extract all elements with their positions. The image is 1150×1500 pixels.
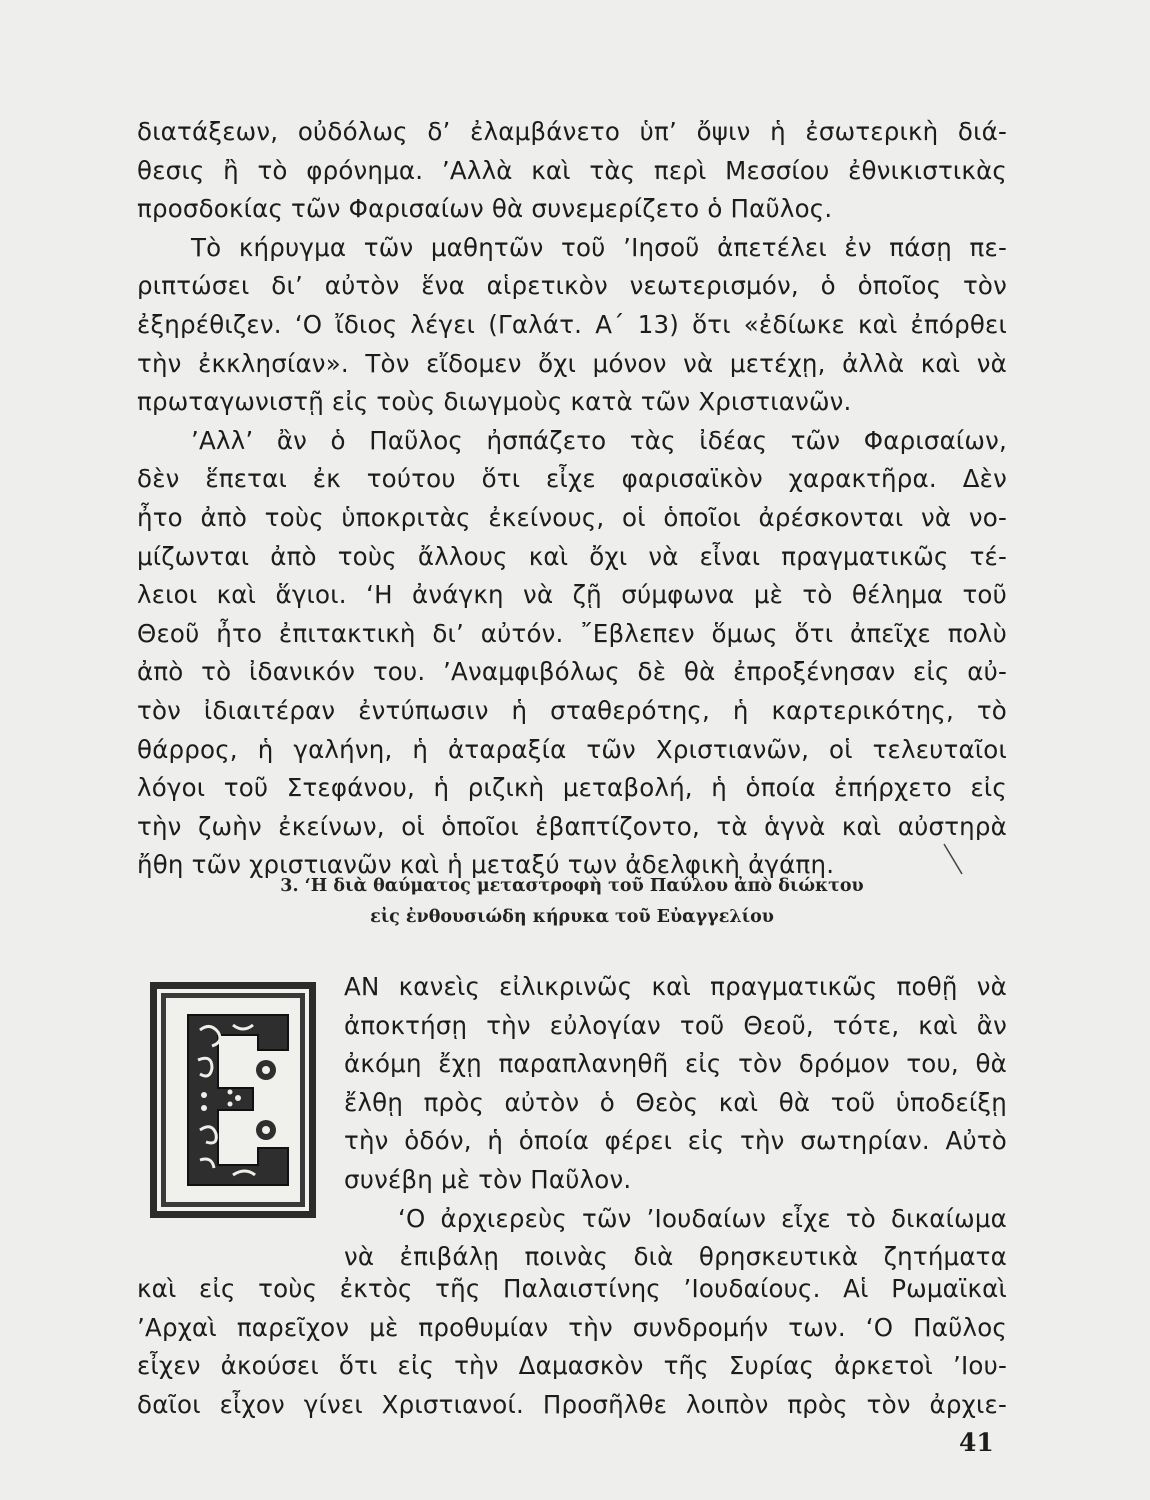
text-line: τὴν ἐκκλησίαν». Τὸν εἴδομεν ὄχι μόνον νὰ μετέχῃ, ἀλλὰ καὶ νὰ xyxy=(137,348,1007,378)
text-line: δαῖοι εἶχον γίνει Χριστιανοί. Προσῆλθε λοιπὸν πρὸς τὸν ἀρχιε- xyxy=(137,1389,1007,1419)
text-line: ’Αρχαὶ παρεῖχον μὲ προθυμίαν τὴν συνδρομήν των. ‘Ο Παῦλος xyxy=(137,1312,1007,1342)
text-line: προσδοκίας τῶν Φαρισαίων θὰ συνεμερίζετο ὁ Παῦλος. xyxy=(137,194,833,224)
page-number: 41 xyxy=(959,1428,994,1457)
text-line: θεσις ἢ τὸ φρόνημα. ’Αλλὰ καὶ τὰς περὶ Μεσσίου ἐθνικιστικὰς xyxy=(137,155,1007,185)
section-heading-line-2: εἰς ἐνθουσιώδη κήρυκα τοῦ Εὐαγγελίου xyxy=(370,907,774,927)
text-line: ἤθη τῶν χριστιανῶν καὶ ἡ μεταξύ των ἀδελφικὴ ἀγάπη. xyxy=(137,850,835,880)
text-line: ἀποκτήσῃ τὴν εὐλογίαν τοῦ Θεοῦ, τότε, καὶ ἂν xyxy=(344,1010,1007,1040)
text-line: λειοι καὶ ἅγιοι. ‘Η ἀνάγκη νὰ ζῇ σύμφωνα μὲ τὸ θέλημα τοῦ xyxy=(137,580,1007,610)
text-line: πρωταγωνιστῇ εἰς τοὺς διωγμοὺς κατὰ τῶν Χριστιανῶν. xyxy=(137,387,852,417)
text-line: ΑΝ κανεὶς εἰλικρινῶς καὶ πραγματικῶς ποθῇ νὰ xyxy=(344,972,1007,1001)
scan-mark xyxy=(940,840,970,880)
text-block-with-initial xyxy=(344,968,1007,1277)
text-line: ριπτώσει δι’ αὐτὸν ἕνα αἱρετικὸν νεωτερισμόν, ὁ ὁποῖος τὸν xyxy=(137,271,1007,301)
text-line: ἐξηρέθιζεν. ‘Ο ἴδιος λέγει (Γαλάτ. Α΄ 13) ὅτι «ἐδίωκε καὶ ἐπόρθει xyxy=(137,309,1007,339)
text-block-bottom xyxy=(137,1270,1007,1424)
text-line: δὲν ἕπεται ἐκ τούτου ὅτι εἶχε φαρισαϊκὸν χαρακτῆρα. Δὲν xyxy=(137,464,1007,494)
text-line: εἶχεν ἀκούσει ὅτι εἰς τὴν Δαμασκὸν τῆς Συρίας ἀρκετοὶ ’Ιου- xyxy=(137,1351,1007,1381)
text-line: συνέβη μὲ τὸν Παῦλον. xyxy=(344,1164,632,1194)
text-line: θάρρος, ἡ γαλήνη, ἡ ἀταραξία τῶν Χριστιανῶν, οἱ τελευταῖοι xyxy=(137,734,1007,764)
text-line: ἔλθῃ πρὸς αὐτὸν ὁ Θεὸς καὶ θὰ τοῦ ὑποδείξῃ xyxy=(344,1087,1007,1117)
text-line: ἦτο ἀπὸ τοὺς ὑποκριτὰς ἐκείνους, οἱ ὁποῖοι ἀρέσκονται νὰ νο- xyxy=(137,502,1007,532)
text-line: μίζωνται ἀπὸ τοὺς ἄλλους καὶ ὄχι νὰ εἶναι πραγματικῶς τέ- xyxy=(137,541,1007,571)
text-line: νὰ ἐπιβάλῃ ποινὰς διὰ θρησκευτικὰ ζητήματα xyxy=(344,1242,1007,1272)
text-line: λόγοι τοῦ Στεφάνου, ἡ ριζικὴ μεταβολή, ἡ ὁποία ἐπήρχετο εἰς xyxy=(137,773,1007,803)
text-line: ἀπὸ τὸ ἰδανικόν του. ’Αναμφιβόλως δὲ θὰ ἐπροξένησαν εἰς αὐ- xyxy=(137,657,1007,687)
text-line: διατάξεων, οὐδόλως δ’ ἐλαμβάνετο ὑπ’ ὄψιν ἡ ἐσωτερικὴ διά- xyxy=(137,117,1007,146)
text-line: ἀκόμη ἔχῃ παραπλανηθῆ εἰς τὸν δρόμον του, θὰ xyxy=(344,1049,1007,1079)
section-heading-line-1: 3. ‘Η διὰ θαύματος μεταστροφὴ τοῦ Παύλου ἀπὸ διώκτου xyxy=(280,876,864,896)
ornamental-drop-cap xyxy=(148,980,318,1220)
text-line: Τὸ κήρυγμα τῶν μαθητῶν τοῦ ’Ιησοῦ ἀπετέλει ἐν πάσῃ πε- xyxy=(191,232,1007,262)
text-line: τὸν ἰδιαιτέραν ἐντύπωσιν ἡ σταθερότης, ἡ καρτερικότης, τὸ xyxy=(137,695,1007,725)
text-line: ’Αλλ’ ἂν ὁ Παῦλος ἠσπάζετο τὰς ἰδέας τῶν Φαρισαίων, xyxy=(191,425,1007,455)
text-line: καὶ εἰς τοὺς ἐκτὸς τῆς Παλαιστίνης ’Ιουδαίους. Αἱ Ρωμαϊκαὶ xyxy=(137,1274,1007,1303)
text-line: Θεοῦ ἦτο ἐπιτακτικὴ δι’ αὐτόν. ῎Εβλεπεν ὅμως ὅτι ἀπεῖχε πολὺ xyxy=(137,618,1007,648)
text-line: τὴν ὁδόν, ἡ ὁποία φέρει εἰς τὴν σωτηρίαν. Αὐτὸ xyxy=(344,1126,1007,1156)
text-block-top xyxy=(137,113,1007,885)
text-line: ‘Ο ἀρχιερεὺς τῶν ’Ιουδαίων εἶχε τὸ δικαίωμα xyxy=(398,1203,1007,1233)
text-line: τὴν ζωὴν ἐκείνων, οἱ ὁποῖοι ἐβαπτίζοντο, τὰ ἁγνὰ καὶ αὐστηρὰ xyxy=(137,811,1007,841)
